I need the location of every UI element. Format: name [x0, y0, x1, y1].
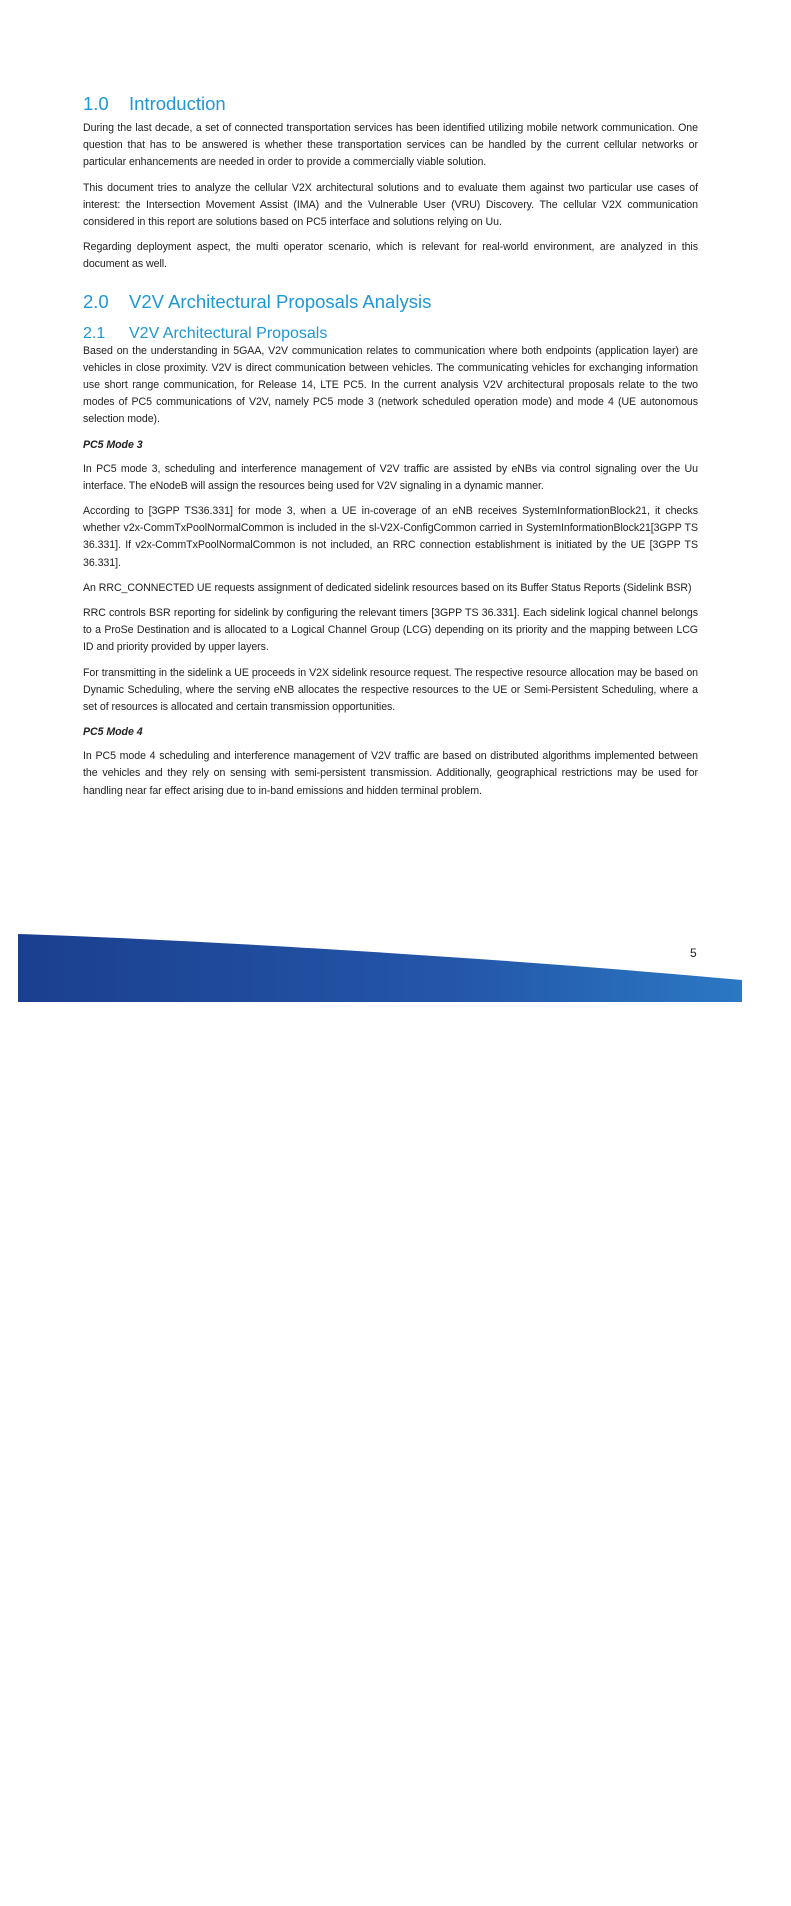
footer-band: [0, 928, 791, 1024]
paragraph: This document tries to analyze the cellular V2X architectural solutions and to evaluate them against two particular use cases of interest: the Intersection Movement Assist (IMA) and the Vulnerable User (VRU) Discovery. The cellular V2X communication considered in this report are solutions based on PC5 interface and solutions relying on Uu.: [83, 181, 698, 229]
section-title: V2V Architectural Proposals Analysis: [129, 290, 432, 312]
section-heading-introduction: [83, 92, 698, 116]
mode4-heading: PC5 Mode 4: [83, 726, 143, 739]
page-number: 5: [690, 946, 697, 960]
paragraph: In PC5 mode 3, scheduling and interference management of V2V traffic are assisted by eNBs via control signaling over the Uu interface. The eNodeB will assign the resources being used for V2V signaling in a dynamic manner.: [83, 462, 698, 492]
page-content: [83, 92, 698, 800]
paragraph: According to [3GPP TS36.331] for mode 3, when a UE in-coverage of an eNB receives SystemInformationBlock21, it checks whether v2x-CommTxPoolNormalCommon is included in the sl-V2X-ConfigCommon carried in SystemInformationBlock21[3GPP TS 36.331]. If v2x-CommTxPoolNormalCommon is not included, an RRC connection establishment is initiated by the UE [3GPP TS 36.331].: [83, 505, 698, 569]
mode3-heading: PC5 Mode 3: [83, 438, 143, 451]
section-title: Introduction: [129, 93, 226, 114]
brand-logo-text: 5GAA: [83, 1890, 122, 1906]
subsection-heading-v2v-proposals: [83, 324, 698, 343]
section-number: 2.0: [83, 290, 109, 312]
paragraph: An RRC_CONNECTED UE requests assignment of dedicated sidelink resources based on its Buffer Status Reports (Sidelink BSR): [83, 581, 692, 594]
paragraph: Regarding deployment aspect, the multi operator scenario, which is relevant for real-world environment, are analyzed in this document as well.: [83, 241, 698, 271]
section-number: 1.0: [83, 93, 109, 114]
paragraph: In PC5 mode 4 scheduling and interference management of V2V traffic are based on distributed algorithms implemented between the vehicles and they rely on sensing with semi-persistent transmission. Additionally, geographical restrictions may be used for handling near far effect arising due to in-band emissions and hidden terminal problem.: [83, 750, 698, 797]
paragraph: RRC controls BSR reporting for sidelink by configuring the relevant timers [3GPP TS 36.331]. Each sidelink logical channel belongs to a ProSe Destination and is allocated to a Logical Channel Group (LCG) depending on its priority and the mapping between LCG ID and priority provided by upper layers.: [83, 607, 698, 654]
page-footer: [0, 928, 791, 1906]
paragraph: For transmitting in the sidelink a UE proceeds in V2X sidelink resource request. The respective resource allocation may be based on Dynamic Scheduling, where the serving eNB allocates the respective resources to the UE or Semi-Persistent Scheduling, where a set of resources is allocated and certain transmission opportunities.: [83, 666, 698, 714]
paragraph: Based on the understanding in 5GAA, V2V communication relates to communication where both endpoints (application layer) are vehicles in close proximity. V2V is direct communication between vehicles. The communicating vehicles for exchanging information use short range communication, for Release 14, LTE PC5. In the current analysis V2V architectural proposals relate to the two modes of PC5 communications of V2V, namely PC5 mode 3 (network scheduled operation mode) and mode 4 (UE autonomous selection mode).: [83, 344, 698, 426]
paragraph: During the last decade, a set of connected transportation services has been identified utilizing mobile network communication. One question that has to be answered is whether these transportation services can be handled by the current cellular networks or particular enhancements are needed in order to provide a commercially viable solution.: [83, 122, 698, 169]
section-heading-v2v-analysis: [83, 290, 698, 314]
subsection-title: V2V Architectural Proposals: [129, 324, 328, 342]
subsection-number: 2.1: [83, 324, 106, 342]
